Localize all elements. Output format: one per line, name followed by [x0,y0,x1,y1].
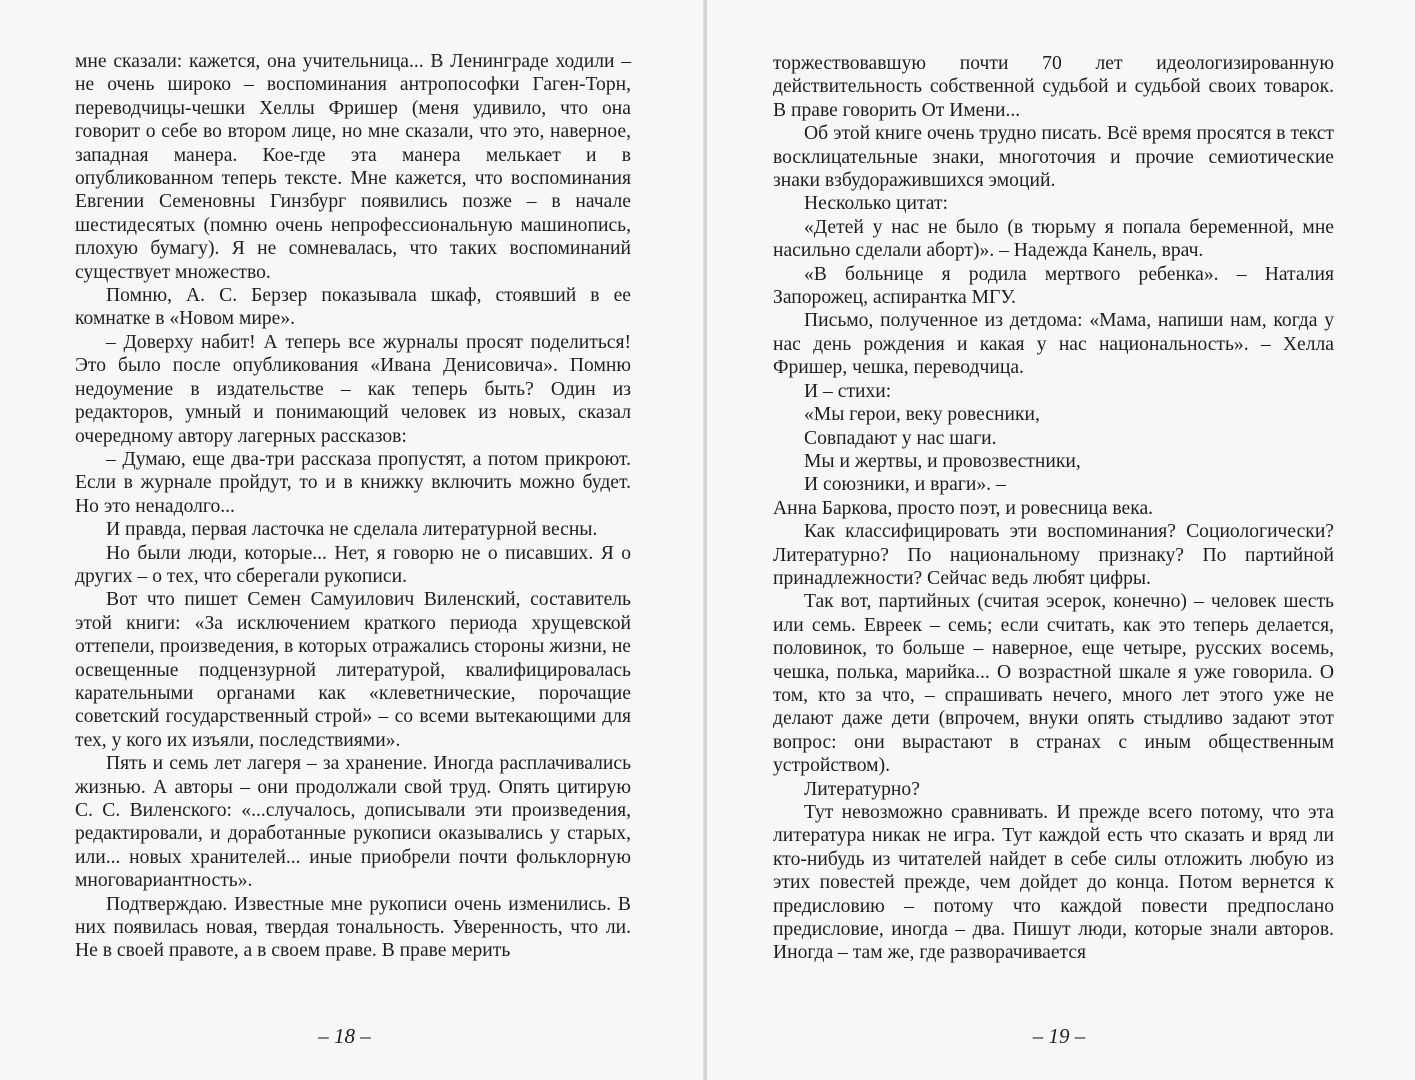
paragraph: Но были люди, которые... Нет, я говорю не о писавших. Я о других – о тех, что сберегали рукописи. [75,542,631,587]
paragraph: Об этой книге очень трудно писать. Всё время просятся в текст восклицательные знаки, многоточия и прочие семиотические знаки взбудоражившихся эмоций. [773,123,1334,192]
right-page-text [773,52,1334,965]
paragraph: Тут невозможно сравнивать. И прежде всего потому, что эта литература никак не игра. Тут каждой есть что сказать и вряд ли кто-нибудь из читателей найдет в себе силы отложить любую из этих повестей прежде, чем дойдет до конца. Потом вернется к предисловию – потому что каждой повести предпослано предисловие, иногда – два. Пишут люди, которые знали авторов. Иногда – там же, где разворачивается [773,802,1334,964]
paragraph: Как классифицировать эти воспоминания? Социологически? Литературно? По национальному признаку? По партийной принадлежности? Сейчас ведь любят цифры. [773,521,1334,589]
page-number: – 19 – [1032,1024,1086,1048]
paragraph: Помню, А. С. Берзер показывала шкаф, стоявший в ее комнатке в «Новом мире». [75,285,631,330]
paragraph: Подтверждаю. Известные мне рукописи очень изменились. В них появилась новая, твердая тональность. Уверенность, что ли. Не в своей правоте, а в своем праве. В праве мерить [75,893,631,962]
paragraph: «В больнице я родила мертвого ребенка». – Наталия Запорожец, аспирантка МГУ. [773,263,1334,309]
paragraph: И правда, первая ласточка не сделала литературной весны. [106,519,598,541]
paragraph: торжествовавшую почти 70 лет идеологизированную действительность собственной судьбой и судьбой своих товарок. В праве говорить От Имени... [773,53,1334,121]
left-page-text [75,50,631,963]
left-page [0,0,705,1080]
paragraph: Так вот, партийных (считая эсерок, конечно) – человек шесть или семь. Евреек – семь; если считать, как это теперь делается, половинок, то больше – наверное, еще четыре, русских восемь, чешка, полька, марийка... О возрастной шкале я уже говорила. О том, кто за что, – спрашивать нечего, много лет этого уже не делают даже дети (впрочем, внуки опять стыдливо задают этот вопрос: они вырастают в странах с иным общественным устройством). [773,591,1334,777]
paragraph: – Думаю, еще два-три рассказа пропустят, а потом прикроют. Если в журнале пройдут, то и в книжку включить можно будет. Но это ненадолго... [75,448,631,517]
verse-attribution: Анна Баркова, просто поэт, и ровесница века. [773,497,1154,519]
verse-line: Совпадают у нас шаги. [804,427,997,449]
paragraph: «Детей у нас не было (в тюрьму я попала беременной, мне насильно сделали аборт)». – Надежда Канель, врач. [773,216,1334,262]
paragraph: Вот что пишет Семен Самуилович Виленский, составитель этой книги: «За исключением краткого периода хрущевской оттепели, произведения, в которых отражались стороны жизни, не освещенные подцензурной литературой, квалифицировалась карательными органами как «клеветнические, порочащие советский государственный строй» – со всеми вытекающими для тех, у кого их изъяли, последствиями». [75,589,631,751]
verse-line: «Мы герои, веку ровесники, [804,404,1040,426]
paragraph: Литературно? [804,778,920,800]
paragraph: Пять и семь лет лагеря – за хранение. Иногда расплачивались жизнью. А авторы – они продолжали свой труд. Опять цитирую С. С. Виленского: «...случалось, дописывали эти произведения, редактировали, и доработанные рукописи оказывались у старых, или... новых хранителей... иные приобрели почти фольклорную многовариантность». [75,753,631,892]
verse-line: Мы и жертвы, и провозвестники, [804,450,1081,472]
paragraph: Несколько цитат: [804,193,948,215]
right-page [707,0,1415,1080]
paragraph: – Доверху набит! А теперь все журналы просят поделиться! Это было после опубликования «Ивана Денисовича». Помню недоумение в издательстве – как теперь быть? Один из редакторов, умный и понимающий человек из новых, сказал очередному автору лагерных рассказов: [75,331,631,447]
paragraph: мне сказали: кажется, она учительница... В Ленинграде ходили – не очень широко – воспоминания антропософки Гаген-Торн, переводчицы-чешки Хеллы Фришер (меня удивило, что она говорит о себе во втором лице, но мне сказали, что это, наверное, западная манера. Кое-где эта манера мелькает и в опубликованном теперь тексте. Мне кажется, что воспоминания Евгении Семеновны Гинзбург появились позже – в начале шестидесятых (помню очень непрофессиональную машинопись, плохую бумагу). Я не сомневалась, что таких воспоминаний существует множество. [75,51,631,283]
paragraph: Письмо, полученное из детдома: «Мама, напиши нам, когда у нас день рождения и какая у нас национальность». – Хелла Фришер, чешка, переводчица. [773,310,1334,379]
verse-line: И союзники, и враги». – [804,474,1006,496]
paragraph: И – стихи: [804,380,892,402]
page-number: – 18 – [318,1024,371,1048]
